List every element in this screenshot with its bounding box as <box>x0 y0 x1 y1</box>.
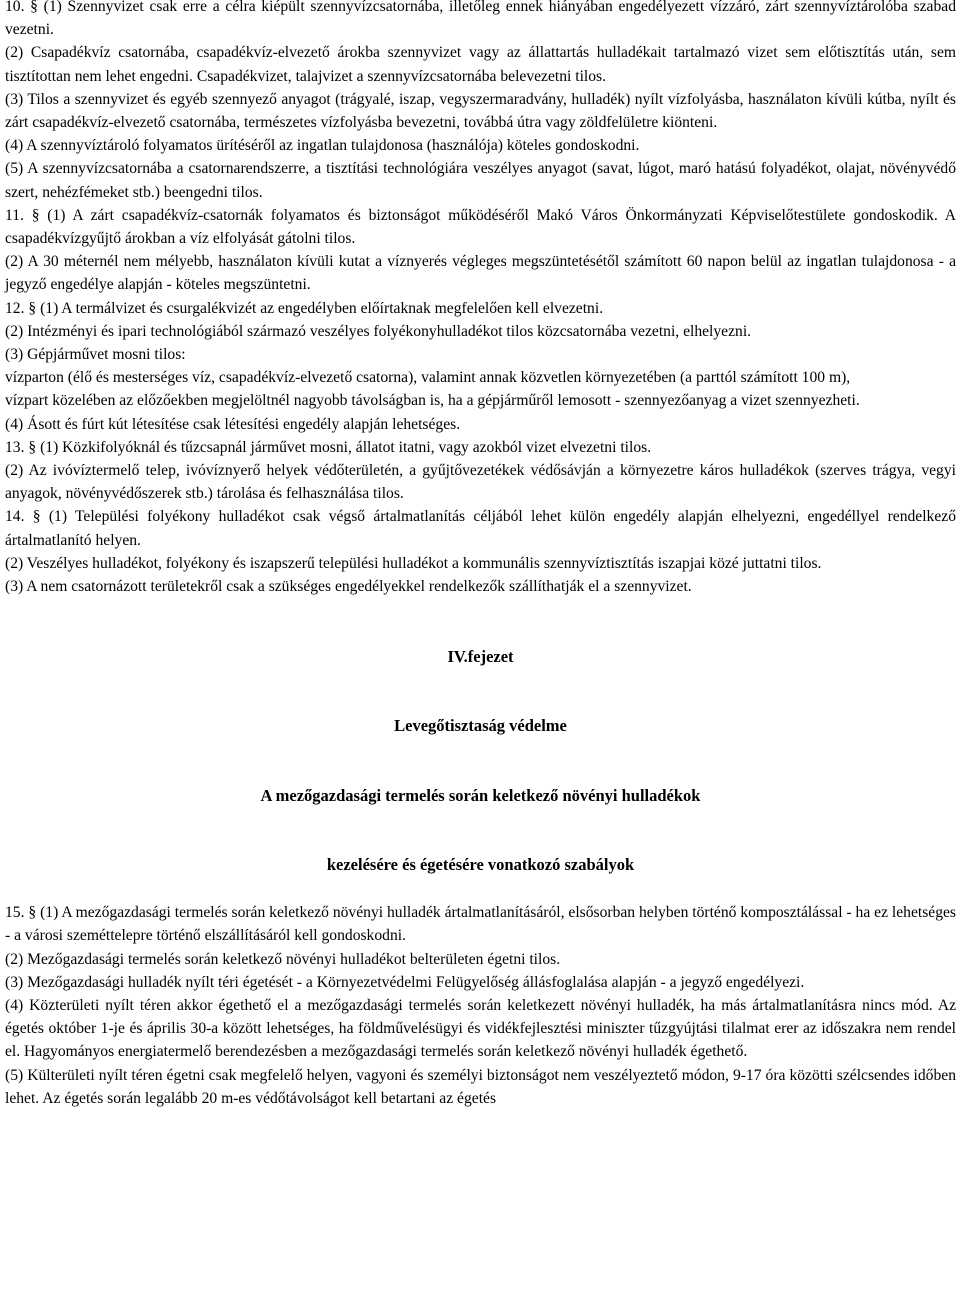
paragraph-10-5: (5) A szennyvízcsatornába a csatornarendszerre, a tisztítási technológiára veszélyes anyagot (savat, lúgot, maró hatású folyadékot, olajat, növényvédő szert, nehézfémeket stb.) beengedni tilos. <box>5 160 956 201</box>
paragraph-15-1: 15. § (1) A mezőgazdasági termelés során keletkező növényi hulladék ártalmatlanításáról, elsősorban helyben történő komposztálással - ha ez lehetséges - a városi szeméttelepre történő elszállításáról kell gondoskodni. <box>5 904 956 945</box>
paragraph-14-1: 14. § (1) Települési folyékony hulladékot csak végső ártalmatlanítás céljából lehet külön engedély alapján elhelyezni, engedéllyel rendelkező ártalmatlanító helyen. <box>5 508 956 549</box>
paragraph-15-5: (5) Külterületi nyílt téren égetni csak megfelelő helyen, vagyoni és személyi biztonságot nem veszélyeztető módon, 9-17 óra közötti szélcsendes időben lehet. Az égetés során legalább 20 m-es védőtávolságot kell betartani az égetés <box>5 1066 956 1107</box>
paragraph-15-3: (3) Mezőgazdasági hulladék nyílt téri égetését - a Környezetvédelmi Felügyelőség állásfoglalása alapján - a jegyző engedélyezi. <box>5 973 805 991</box>
paragraph-14-3: (3) A nem csatornázott területekről csak a szükséges engedélyekkel rendelkezők szállíthatják el a szennyvizet. <box>5 578 692 596</box>
paragraph-12-4: (4) Ásott és fúrt kút létesítése csak létesítési engedély alapján lehetséges. <box>5 415 461 433</box>
section-subtitle-1: A mezőgazdasági termelés során keletkező növényi hulladékok <box>260 785 701 805</box>
paragraph-13-2: (2) Az ivóvíztermelő telep, ivóvíznyerő helyek védőterületén, a gyűjtővezetékek védősávján a környezetre káros hulladékok (szerves trágya, vegyi anyagok, növényvédőszerek stb.) tárolása és felhasználása tilos. <box>5 462 956 503</box>
paragraph-10-1: 10. § (1) Szennyvizet csak erre a célra kiépült szennyvízcsatornába, illetőleg ennek hiányában engedélyezett vízzáró, zárt szennyvíztárolóba szabad vezetni. <box>5 0 956 39</box>
list-item-near-waterfront: vízpart közelében az előzőekben megjelöltnél nagyobb távolságban is, ha a gépjárműről lemosott - szennyezőanyag a vizet szennyezheti. <box>5 392 860 410</box>
paragraph-13-1: 13. § (1) Közkifolyóknál és tűzcsapnál járművet mosni, állatot itatni, vagy azokból vizet elvezetni tilos. <box>5 438 652 456</box>
paragraph-10-3: (3) Tilos a szennyvizet és egyéb szennyező anyagot (trágyalé, iszap, vegyszermaradvány, hulladék) nyílt vízfolyásba, használaton kívüli kútba, nyílt és zárt csapadékvíz-elvezető csatornába, természetes vízfolyásba bevezetni, továbbá útra vagy zöldfelületre kiönteni. <box>5 90 956 132</box>
paragraph-11-1: 11. § (1) A zárt csapadékvíz-csatornák folyamatos és biztonságot működéséről Makó Város Önkormányzati Képviselőtestülete gondoskodik. A csapadékvízgyűjtő árokban a víz elfolyását gátolni tilos. <box>5 206 956 248</box>
paragraph-15-4: (4) Közterületi nyílt téren akkor égethető el a mezőgazdasági termelés során keletkezett növényi hulladék, ha más ártalmatlanításra nincs mód. Az égetés október 1-je és április 30-a között lehetséges, ha földművelésügyi és vidékfejlesztési miniszter tűzgyújtási tilalmat erer az időszakra nem rendel el. Hagyományos energiatermelő berendezésben a mezőgazdasági termelés során keletkező növényi hulladék égethető. <box>5 996 956 1061</box>
paragraph-12-1: 12. § (1) A termálvizet és csurgalékvizét az engedélyben előírtaknak megfelelően kell elvezetni. <box>5 299 604 317</box>
chapter-title: IV.fejezet <box>447 647 514 667</box>
section-subtitle-2: kezelésére és égetésére vonatkozó szabályok <box>326 854 635 874</box>
paragraph-14-2: (2) Veszélyes hulladékot, folyékony és iszapszerű települési hulladékot a kommunális szennyvíztisztítás iszapjai közé juttatni tilos. <box>5 554 822 572</box>
list-item-waterfront: vízparton (élő és mesterséges víz, csapadékvíz-elvezető csatorna), valamint annak közvetlen környezetében (a parttól számított 100 m), <box>5 369 851 387</box>
section-air <box>5 901 956 1110</box>
paragraph-12-2: (2) Intézményi és ipari technológiából származó veszélyes folyékonyhulladékot tilos közcsatornába vezetni, elhelyezni. <box>5 322 752 340</box>
paragraph-10-4: (4) A szennyvíztároló folyamatos ürítéséről az ingatlan tulajdonosa (használója) köteles gondoskodni. <box>5 137 640 155</box>
paragraph-15-2: (2) Mezőgazdasági termelés során keletkező növényi hulladékot belterületen égetni tilos. <box>5 950 561 968</box>
section-title: Levegőtisztaság védelme <box>394 716 567 736</box>
chapter-header <box>5 598 956 901</box>
paragraph-12-3: (3) Gépjárművet mosni tilos: <box>5 346 186 364</box>
paragraph-11-2: (2) A 30 méternél nem mélyebb, használaton kívüli kutat a víznyerés végleges megszüntetésétől számított 60 napon belül az ingatlan tulajdonosa - a jegyző engedélye alapján - köteles megszüntetni. <box>5 253 956 294</box>
section-water <box>5 0 956 598</box>
paragraph-10-2: (2) Csapadékvíz csatornába, csapadékvíz-elvezető árokba szennyvizet vagy az állattartás hulladékait tartalmazó vizet sem előtisztítás után, sem tisztítottan nem lehet engedni. Csapadékvizet, talajvizet a szennyvízcsatornába belevezetni tilos. <box>5 44 956 85</box>
